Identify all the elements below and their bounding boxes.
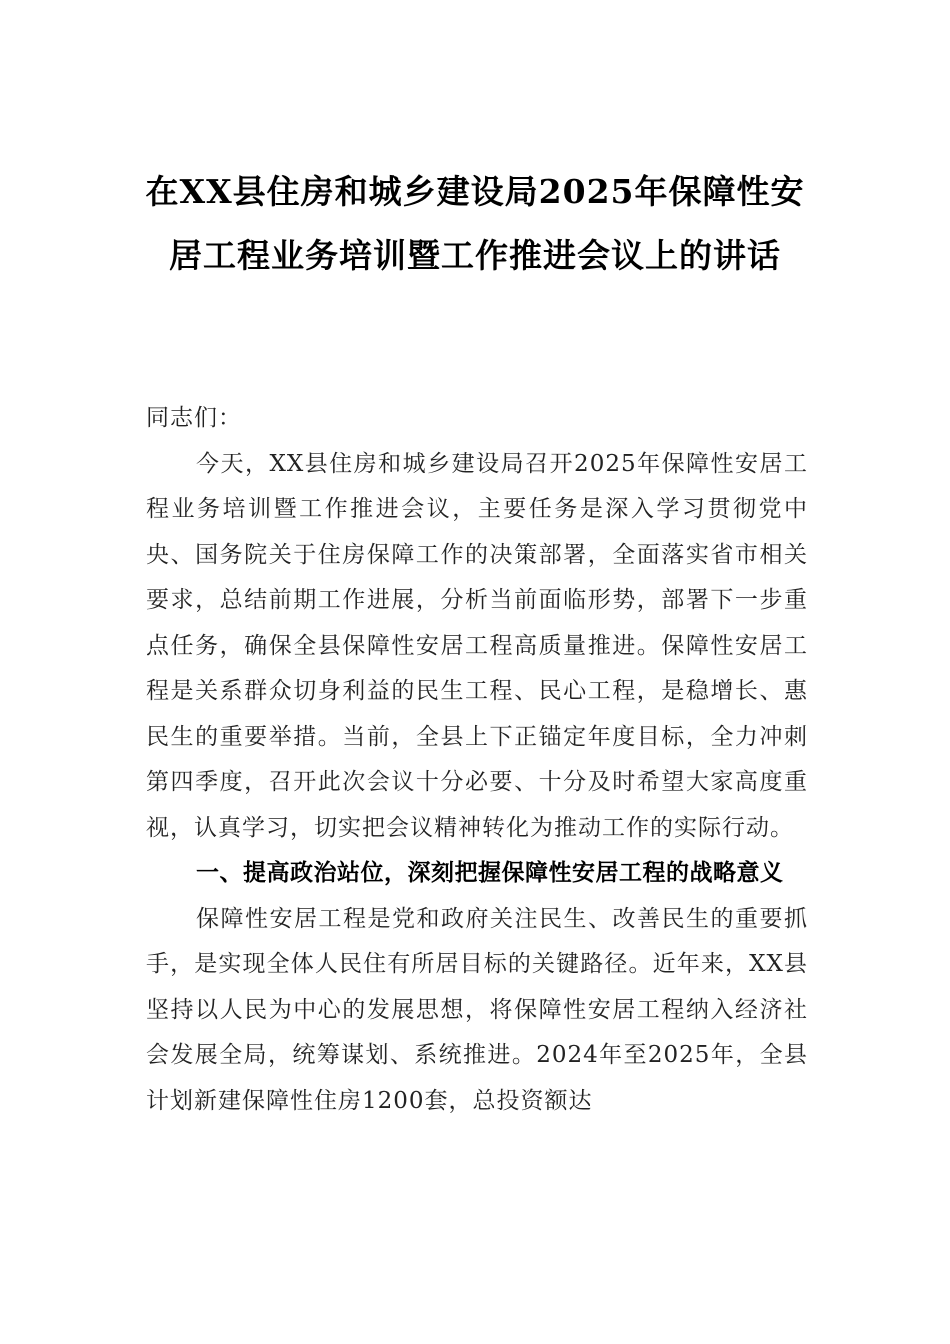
salutation: 同志们： (146, 405, 242, 431)
document-title: 在XX县住房和城乡建设局2025年保障性安居工程业务培训暨工作推进会议上的讲话 (145, 172, 805, 275)
paragraph-section1: 保障性安居工程是党和政府关注民生、改善民生的重要抓手，是实现全体人民住有所居目标的关键路径。近年来，XX县坚持以人民为中心的发展思想，将保障性安居工程纳入经济社会发展全局，统筹谋划、系统推进。2024年至2025年，全县计划新建保障性住房1200套，总投资额达 (146, 905, 808, 1114)
document-body (146, 396, 808, 1124)
paragraph-intro: 今天，XX县住房和城乡建设局召开2025年保障性安居工程业务培训暨工作推进会议，主要任务是深入学习贯彻党中央、国务院关于住房保障工作的决策部署，全面落实省市相关要求，总结前期工作进展，分析当前面临形势，部署下一步重点任务，确保全县保障性安居工程高质量推进。保障性安居工程是关系群众切身利益的民生工程、民心工程，是稳增长、惠民生的重要举措。当前，全县上下正锚定年度目标，全力冲刺第四季度，召开此次会议十分必要、十分及时希望大家高度重视，认真学习，切实把会议精神转化为推动工作的实际行动。 (146, 450, 808, 841)
section-heading-1: 一、提高政治站位，深刻把握保障性安居工程的战略意义 (196, 860, 784, 886)
